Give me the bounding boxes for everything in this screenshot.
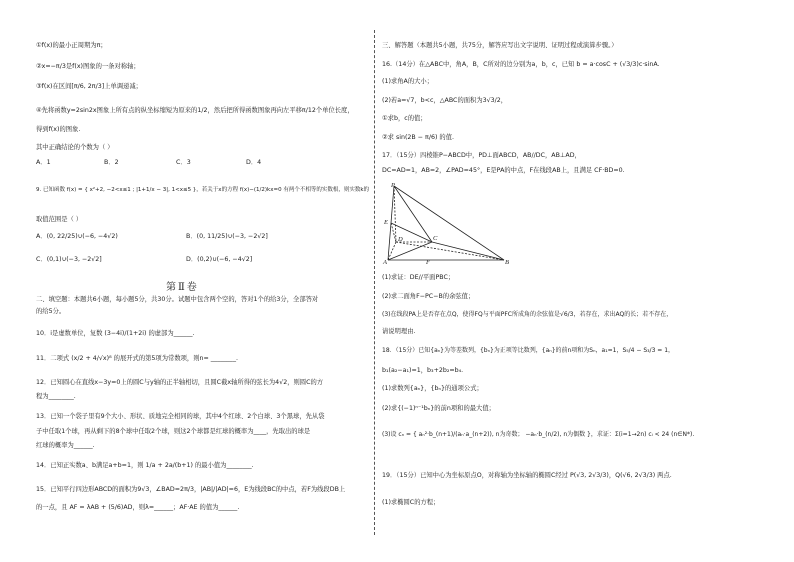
q8-option-a: A．1 bbox=[36, 159, 51, 166]
column-divider bbox=[374, 30, 375, 535]
q17-item-3-cont: 请说明理由. bbox=[382, 328, 416, 335]
label-a: A bbox=[383, 259, 387, 264]
q8-item-4: ④先将函数y=2sin2x图象上所有点的纵坐标缩短为原来的1/2，然后把所得函数图象再向左平移π/12个单位长度， bbox=[36, 107, 354, 114]
q19-item-1: (1)求椭圆C的方程； bbox=[382, 499, 440, 506]
q17-item-2: (2)求二面角F−PC−B的余弦值； bbox=[382, 293, 475, 300]
q8-question: 其中正确结论的个数为（ ） bbox=[36, 144, 114, 151]
q8-option-d: D．4 bbox=[246, 159, 262, 166]
q17-item-1: (1)求证：DE//平面PBC； bbox=[382, 274, 455, 281]
q16-item-2: (2)若a=√7，b<c，△ABC的面积为3√3/2， bbox=[382, 97, 508, 104]
q17-stem-cont: DC=AD=1，AB=2，∠PAD=45°，E是PA的中点，F在线段AB上，且满足 CF·BD=0. bbox=[382, 167, 625, 174]
q18-stem-cont: b₁(a₂−a₁)=1，b₃+2b₂=b₄. bbox=[382, 367, 464, 374]
section-2-heading-cont: 的给5分。 bbox=[36, 308, 66, 315]
section-3-heading: 三、解答题（本题共5小题，共75分，解答应写出文字说明、证明过程或演算步骤。） bbox=[382, 42, 618, 49]
q8-item-1: ①f(x)的最小正周期为π； bbox=[36, 42, 107, 49]
q15: 15．已知平行四边形ABCD的面积为9√3，∠BAD=2π/3，|AB|/|AD|=6，E为线段BC的中点，若F为线段DB上 bbox=[36, 486, 346, 493]
q13-cont-1: 子中任取1个球，再从剩下的8个球中任取2个球，则这2个球都是红球的概率为____，先取出的球是 bbox=[36, 428, 311, 435]
q11: 11．二项式 (x/2 + 4/√x)⁸ 的展开式的第5项为常数项，则n= ________. bbox=[36, 355, 238, 362]
q8-item-3: ③f(x)在区间[π/6, 2π/3]上单调递减； bbox=[36, 83, 142, 90]
part-2-title: 第Ⅱ卷 bbox=[166, 282, 199, 293]
q8-item-4-cont: 得到f(x)的图象. bbox=[36, 126, 81, 133]
edge-cb bbox=[432, 242, 504, 260]
q18-item-3: (3)设 cₙ = { aₙ²·b_(n+1)/(aₙ·a_(n+2)), n为奇数； −aₙ·b_(n/2), n为偶数 }，求证：Σ(i=1→2n) cᵢ < 24 (n∈N*). bbox=[382, 431, 695, 438]
label-p: P bbox=[391, 182, 395, 189]
q12-cont: 程为________. bbox=[36, 393, 76, 400]
q16-item-1: (1)求角A的大小； bbox=[382, 78, 434, 85]
label-c: C bbox=[433, 235, 438, 242]
edge-db bbox=[396, 242, 504, 260]
q18-stem: 18．（15分）已知{aₙ}为等差数列，{bₙ}为正项等比数列，{aₙ}的前n项和为Sₙ，a₁=1，S₅/4 − S₃/3 = 1， bbox=[382, 347, 675, 354]
q13-cont-2: 红球的概率为______. bbox=[36, 442, 95, 449]
label-e: E bbox=[384, 219, 388, 226]
q8-option-b: B．2 bbox=[104, 159, 119, 166]
q19-stem: 19．（15分）已知中心为坐标原点O，对称轴为坐标轴的椭圆C经过 P(√3, 2√3/3)，Q(√6, 2√3/3) 两点. bbox=[382, 472, 672, 479]
edge-pb bbox=[394, 186, 504, 260]
q17-item-3: (3)在线段PA上是否存在点Q，使得FQ与平面PFC所成角的余弦值是√6/3，若存在，求出AQ的长；若不存在， bbox=[382, 311, 673, 318]
q15-cont: 的一点，且 AF = λAB + (5/6)AD，则λ=______；AF·AE 的值为______. bbox=[36, 504, 240, 511]
q8-option-c: C．3 bbox=[176, 159, 191, 166]
q16-item-3: ①求b，c的值； bbox=[382, 115, 427, 122]
q9-option-c: C．(0,1)∪(−3, −2√2] bbox=[36, 256, 102, 263]
q10: 10．i是虚数单位，复数 (3−4i)/(1+2i) 的虚部为______. bbox=[36, 330, 195, 337]
section-2-heading: 二、填空题：本题共6小题，每小题5分，共30分。试题中包含两个空的，答对1个的给3分，全部答对 bbox=[36, 296, 319, 303]
q9-option-b: B．(0, 11/25)∪(−3, −2√2] bbox=[186, 233, 268, 240]
q8-item-2: ②x=−π/3是f(x)图象的一条对称轴； bbox=[36, 63, 140, 70]
q9-option-d: D．(0,2)∪(−6, −4√2] bbox=[186, 256, 253, 263]
q14: 14．已知正实数a、b满足a+b=1，则 1/a + 2a/(b+1) 的最小值为________. bbox=[36, 462, 254, 469]
label-b: B bbox=[505, 259, 509, 264]
label-d: D bbox=[398, 236, 403, 243]
q12: 12．已知圆心在直线x−3y=0上的圆C与y轴的正半轴相切，且圆C截x轴所得的弦长为4√2，则圆C的方 bbox=[36, 379, 324, 386]
q13: 13．已知一个袋子里有9个大小、形状、质地完全相同的球，其中4个红球、2个白球、3个黑球，先从袋 bbox=[36, 413, 325, 420]
q16-stem: 16.（14分）在△ABC中，角A，B，C所对的边分别为a，b，c，已知 b = a·cosC + (√3/3)c·sinA. bbox=[382, 61, 660, 68]
q16-item-4: ②求 sin(2B − π/6) 的值. bbox=[382, 134, 454, 141]
label-f: F bbox=[426, 259, 430, 264]
q9-option-a: A．(0, 22/25)∪(−6, −4√2) bbox=[36, 233, 118, 240]
pyramid-figure bbox=[382, 182, 512, 264]
q9-stem: 9. 已知函数 f(x) = { x²+2, −2<x≤1 ; |1+1/x − 3|, 1<x≤5 }，若关于x的方程 f(x)−(1/2)kx=0 有两个不相等的实数根，则实数k的 bbox=[36, 187, 370, 193]
q18-item-1: (1)求数列{aₙ}，{bₙ}的通项公式； bbox=[382, 385, 483, 392]
q17-stem: 17．（15分）四棱锥P−ABCD中，PD⊥面ABCD，AB//DC，AB⊥AD， bbox=[382, 152, 581, 159]
q18-item-2: (2)求{(−1)ⁿ⁻¹bₙ}的前n项和的最大值； bbox=[382, 405, 495, 412]
pyramid-diagram bbox=[382, 182, 512, 264]
edge-pd bbox=[394, 186, 396, 242]
q9-stem-cont: 取值范围是（ ） bbox=[36, 216, 83, 223]
